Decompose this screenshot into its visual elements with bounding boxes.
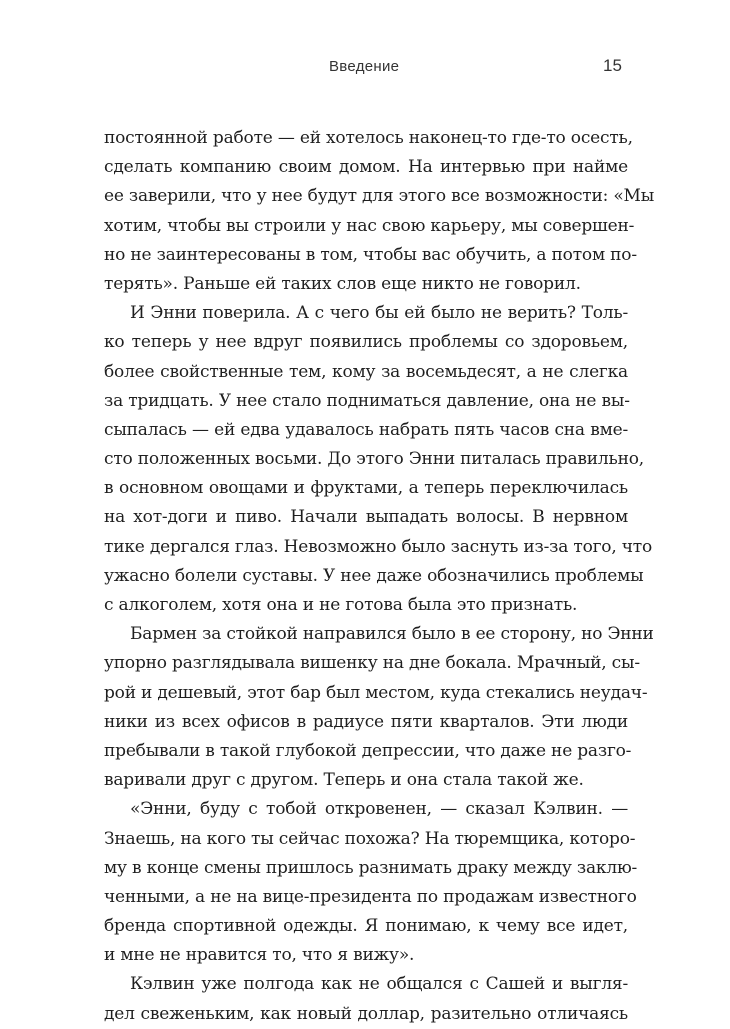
text-line: терять». Раньше ей таких слов еще никто не говорил. — [104, 273, 581, 294]
section-title: Введение — [329, 58, 400, 75]
text-line: бренда спортивной одежды. Я понимаю, к чему все идет, — [104, 916, 628, 937]
running-head — [0, 58, 730, 82]
text-line: рой и дешевый, этот бар был местом, куда стекались неудач- — [104, 682, 648, 703]
text-line: ко теперь у нее вдруг появились проблемы со здоровьем, — [104, 332, 628, 353]
text-line: ники из всех офисов в радиусе пяти кварталов. Эти люди — [104, 711, 628, 732]
text-line: и мне не нравится то, что я вижу». — [104, 945, 415, 966]
body-text — [104, 124, 655, 1029]
text-line: ченными, а не на вице-президента по продажам известного — [104, 886, 637, 907]
text-line: дел свеженьким, как новый доллар, разительно отличаясь — [104, 1003, 628, 1024]
text-line: в основном овощами и фруктами, а теперь переключилась — [104, 478, 628, 499]
text-line: Знаешь, на кого ты сейчас похожа? На тюремщика, которо- — [104, 828, 636, 849]
text-line: И Энни поверила. А с чего бы ей было не верить? Толь- — [130, 303, 628, 324]
text-line: ужасно болели суставы. У нее даже обозначились проблемы — [104, 565, 644, 586]
text-line: варивали друг с другом. Теперь и она стала такой же. — [104, 770, 584, 791]
text-line: сто положенных восьми. До этого Энни питалась правильно, — [104, 449, 644, 470]
page-number: 15 — [603, 56, 622, 75]
text-line: ее заверили, что у нее будут для этого все возможности: «Мы — [104, 186, 655, 207]
text-line: с алкоголем, хотя она и не готова была это признать. — [104, 595, 578, 615]
text-line: но не заинтересованы в том, чтобы вас обучить, а потом по- — [104, 244, 637, 265]
text-line: тике дергался глаз. Невозможно было заснуть из-за того, что — [104, 536, 653, 557]
text-line: сыпалась — ей едва удавалось набрать пять часов сна вме- — [104, 419, 628, 440]
text-line: хотим, чтобы вы строили у нас свою карьеру, мы совершен- — [104, 215, 635, 236]
text-line: «Энни, буду с тобой откровенен, — сказал Кэлвин. — — [130, 799, 628, 820]
text-line: му в конце смены пришлось разнимать драку между заклю- — [104, 857, 638, 878]
text-line: более свойственные тем, кому за восемьдесят, а не слегка — [104, 361, 628, 382]
text-line: постоянной работе — ей хотелось наконец-то где-то осесть, — [104, 128, 633, 148]
text-line: за тридцать. У нее стало подниматься давление, она не вы- — [104, 390, 630, 411]
text-line: сделать компанию своим домом. На интервью при найме — [104, 157, 628, 178]
text-line: пребывали в такой глубокой депрессии, что даже не разго- — [104, 740, 632, 761]
text-line: Кэлвин уже полгода как не общался с Сашей и выгля- — [130, 974, 628, 995]
text-line: на хот-доги и пиво. Начали выпадать волосы. В нервном — [104, 507, 628, 528]
text-line: Бармен за стойкой направился было в ее сторону, но Энни — [130, 624, 654, 645]
text-line: упорно разглядывала вишенку на дне бокала. Мрачный, сы- — [104, 653, 640, 674]
